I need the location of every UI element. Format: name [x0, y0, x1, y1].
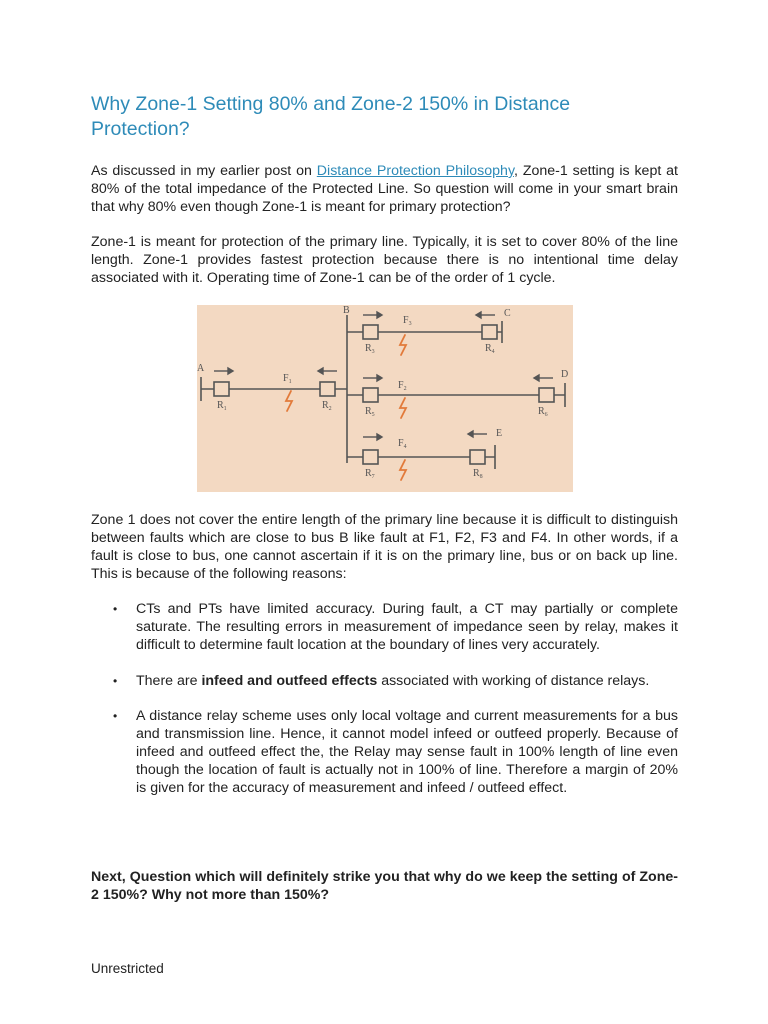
- list-item: [91, 672, 678, 690]
- arrow-left-icon: [534, 375, 553, 381]
- arrow-right-icon: [363, 312, 382, 318]
- relay-r4: [482, 325, 497, 339]
- classification-footer: Unrestricted: [91, 961, 164, 976]
- arrow-left-icon: [318, 368, 337, 374]
- bus-c-label: C: [504, 308, 511, 319]
- protection-scheme-svg: [197, 305, 573, 492]
- relay-r2: [320, 382, 335, 396]
- zone2-question-paragraph: Next, Question which will definitely strike you that why do we keep the setting of Zone-2 150%? Why not more than 150%?: [91, 869, 678, 903]
- list-item-text-prefix: There are: [136, 673, 202, 689]
- relay-r7-label: $R_7$: [365, 468, 375, 480]
- relay-r5-label: $R_5$: [365, 406, 375, 418]
- intro-text-prefix: As discussed in my earlier post on: [91, 163, 317, 179]
- relay-r7: [363, 450, 378, 464]
- relay-r4-label: $R_4$: [485, 343, 495, 355]
- list-item-text-suffix: associated with working of distance relays.: [377, 673, 650, 689]
- fault-f2-icon: [400, 398, 406, 418]
- arrow-left-icon: [476, 312, 495, 318]
- fault-f1-label: $F_1$: [283, 373, 292, 385]
- bus-d-label: D: [561, 369, 569, 380]
- reasons-list: [91, 600, 678, 797]
- list-item-text: A distance relay scheme uses only local voltage and current measurements for a bus and transmission line. Hence, it cannot model infeed or outfeed properly. Because of infeed and outfeed effect the, the Relay may sense fault in 100% length of line even though the location of fault is actually not in 100% of line. Therefore a margin of 20% is given for the accuracy of measurement and infeed / outfeed effect.: [136, 708, 678, 796]
- arrow-left-icon: [468, 431, 487, 437]
- page-title: Why Zone-1 Setting 80% and Zone-2 150% in Distance Protection?: [91, 93, 571, 140]
- intro-text-suffix: , Zone-1 setting is kept at 80% of the total impedance of the Protected Line. So question will come in your smart brain that why 80% even though Zone-1 is meant for primary protection?: [91, 163, 678, 215]
- bus-a-label: A: [197, 363, 205, 374]
- relay-r6-label: $R_6$: [538, 406, 548, 418]
- zone1-coverage-paragraph: Zone 1 does not cover the entire length of the primary line because it is difficult to distinguish between faults which are close to bus B like fault at F1, F2, F3 and F4. In other words, if a fault is close to bus, one cannot ascertain if it is on the primary line, bus or on back up line. This is because of the following reasons:: [91, 512, 678, 582]
- relay-r5: [363, 388, 378, 402]
- bus-e-label: E: [496, 428, 503, 439]
- relay-r8: [470, 450, 485, 464]
- fault-f1-icon: [286, 391, 292, 411]
- fault-f3-label: $F_3$: [403, 315, 412, 327]
- bus-b-label: B: [343, 305, 350, 316]
- list-item-bold-text: infeed and outfeed effects: [201, 673, 378, 689]
- fault-f3-icon: [400, 335, 406, 355]
- relay-r3: [363, 325, 378, 339]
- relay-r6: [539, 388, 554, 402]
- relay-r1-label: $R_1$: [217, 400, 227, 412]
- relay-r2-label: $R_2$: [322, 400, 332, 412]
- list-item: [91, 707, 678, 797]
- arrow-right-icon: [363, 375, 382, 381]
- relay-r8-label: $R_8$: [473, 468, 483, 480]
- relay-r1: [214, 382, 229, 396]
- zone1-paragraph: Zone-1 is meant for protection of the primary line. Typically, it is set to cover 80% of the line length. Zone-1 provides fastest protection because there is no intentional time delay associated with it. Operating time of Zone-1 can be of the order of 1 cycle.: [91, 234, 678, 286]
- bullet-icon: •: [113, 602, 118, 616]
- arrow-right-icon: [363, 434, 382, 440]
- intro-paragraph: [91, 162, 678, 216]
- list-item-text: CTs and PTs have limited accuracy. During fault, a CT may partially or complete saturate. The resulting errors in measurement of impedance seen by relay, makes it difficult to determine fault location at the boundary of lines very accurately.: [136, 601, 678, 653]
- fault-f4-icon: [400, 460, 406, 480]
- distance-protection-philosophy-link[interactable]: Distance Protection Philosophy: [316, 163, 514, 179]
- bullet-icon: •: [113, 674, 118, 688]
- fault-f4-label: $F_4$: [398, 438, 407, 450]
- list-item: [91, 600, 678, 654]
- relay-r3-label: $R_3$: [365, 343, 375, 355]
- arrow-right-icon: [214, 368, 233, 374]
- fault-f2-label: $F_2$: [398, 380, 407, 392]
- bullet-icon: •: [113, 709, 118, 723]
- distance-protection-diagram: [197, 305, 573, 492]
